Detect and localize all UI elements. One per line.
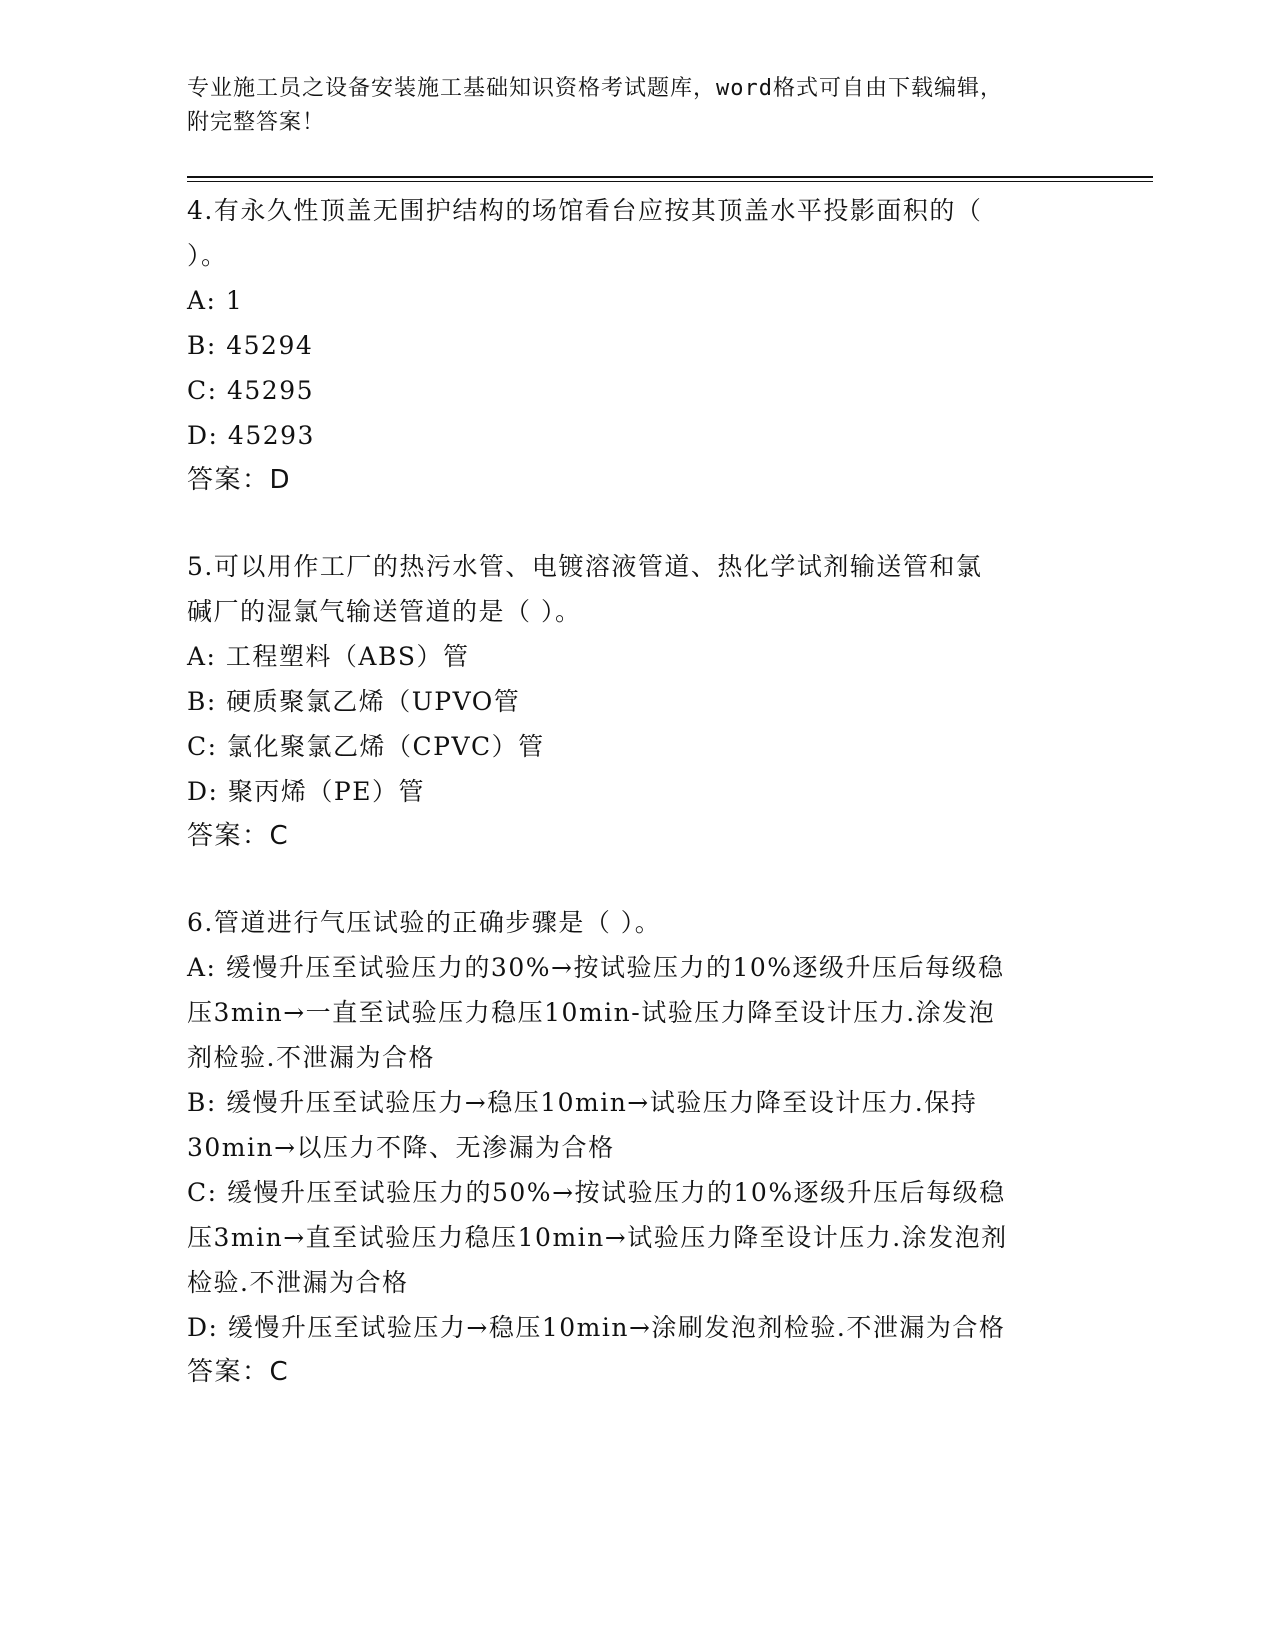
answer-line: 答案：C bbox=[187, 1357, 290, 1387]
option-text-line: D: 缓慢升压至试验压力→稳压10min→涂刷发泡剂检验.不泄漏为合格 bbox=[187, 1313, 1006, 1342]
option-text-line: 压3min→直至试验压力稳压10min→试验压力降至设计压力.涂发泡剂 bbox=[187, 1223, 1008, 1252]
option-text-line: C: 缓慢升压至试验压力的50%→按试验压力的10%逐级升压后每级稳 bbox=[187, 1178, 1006, 1207]
question-4 bbox=[187, 188, 1087, 503]
header-divider-thick bbox=[187, 176, 1153, 178]
option-text-line: 检验.不泄漏为合格 bbox=[187, 1268, 409, 1297]
option-text-line: 压3min→一直至试验压力稳压10min-试验压力降至设计压力.涂发泡 bbox=[187, 998, 996, 1027]
question-list bbox=[187, 188, 1087, 1395]
question-text-line: 6.管道进行气压试验的正确步骤是（ ）。 bbox=[187, 908, 662, 937]
option-a: A: 1 bbox=[187, 286, 244, 315]
question-5 bbox=[187, 544, 1087, 859]
option-c: C: 氯化聚氯乙烯（CPVC）管 bbox=[187, 732, 545, 761]
header-line-1: 专业施工员之设备安装施工基础知识资格考试题库，word格式可自由下载编辑， bbox=[187, 76, 1003, 101]
option-text-line: A: 缓慢升压至试验压力的30%→按试验压力的10%逐级升压后每级稳 bbox=[187, 953, 1005, 982]
answer-line: 答案：C bbox=[187, 821, 290, 851]
option-a bbox=[187, 945, 1087, 1080]
option-d bbox=[187, 1305, 1087, 1350]
option-b bbox=[187, 1080, 1087, 1170]
option-b: B: 硬质聚氯乙烯（UPVO管 bbox=[187, 687, 521, 716]
option-c bbox=[187, 1170, 1087, 1305]
question-text-line: ）。 bbox=[187, 241, 228, 270]
answer-line: 答案：D bbox=[187, 465, 292, 495]
header-line-2: 附完整答案！ bbox=[187, 110, 326, 135]
option-a: A: 工程塑料（ABS）管 bbox=[187, 642, 470, 671]
question-text-line: 5.可以用作工厂的热污水管、电镀溶液管道、热化学试剂输送管和氯 bbox=[187, 552, 983, 581]
question-text-line: 4.有永久性顶盖无围护结构的场馆看台应按其顶盖水平投影面积的（ bbox=[187, 196, 983, 225]
option-d: D: 45293 bbox=[187, 421, 315, 450]
option-text-line: B: 缓慢升压至试验压力→稳压10min→试验压力降至设计压力.保持 bbox=[187, 1088, 978, 1117]
option-text-line: 剂检验.不泄漏为合格 bbox=[187, 1043, 435, 1072]
option-b: B: 45294 bbox=[187, 331, 314, 360]
document-header bbox=[187, 72, 1087, 140]
option-d: D: 聚丙烯（PE）管 bbox=[187, 777, 425, 806]
option-text-line: 30min→以压力不降、无渗漏为合格 bbox=[187, 1133, 615, 1162]
header-divider-thin bbox=[187, 181, 1153, 182]
question-text-line: 碱厂的湿氯气输送管道的是（ ）。 bbox=[187, 597, 582, 626]
question-6 bbox=[187, 900, 1087, 1395]
option-c: C: 45295 bbox=[187, 376, 315, 405]
